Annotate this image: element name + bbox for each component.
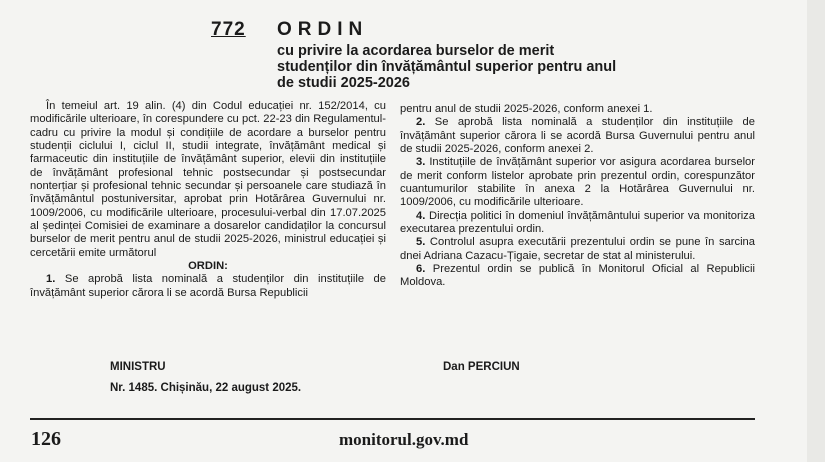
item-text: Prezentul ordin se publică în Monitorul Oficial al Republicii Moldova. <box>400 263 755 289</box>
document-reference: Nr. 1485. Chișinău, 22 august 2025. <box>110 382 302 394</box>
left-column <box>30 100 386 300</box>
item-number: 5. <box>416 236 426 249</box>
document-number: 772 <box>211 19 246 40</box>
item-text: Direcția politici în domeniul învățământului superior va monitoriza executarea prezentului ordin. <box>400 209 755 236</box>
ordin-label: ORDIN: <box>188 260 228 273</box>
item-number: 3. <box>416 156 426 169</box>
footer-divider <box>30 418 755 420</box>
item-text: Instituțiile de învățământ superior vor asigura acordarea burselor de merit conform listelor aprobate prin prezentul ordin, corespunzător cuantumurilor stabilite în anexa 2 la Hotărârea Guvernului nr. 1009/2006, cu modificările ulterioare. <box>400 156 756 209</box>
signature-name: Dan PERCIUN <box>443 361 520 373</box>
document-title: ORDIN <box>277 19 369 40</box>
item-number: 6. <box>416 263 426 276</box>
item-number: 2. <box>416 116 426 129</box>
article-item-6 <box>400 263 755 290</box>
article-item-5 <box>400 236 755 263</box>
article-item-4 <box>400 210 755 237</box>
page-edge-strip <box>807 0 825 462</box>
right-column <box>400 103 755 290</box>
page-number: 126 <box>31 428 61 450</box>
document-subtitle <box>277 43 697 91</box>
subtitle-line-3: de studii 2025-2026 <box>277 75 410 91</box>
preamble-paragraph: În temeiul art. 19 alin. (4) din Codul educației nr. 152/2014, cu modificările ulterioare, în corespundere cu pct. 22-23 din Regulamentul-cadru cu privire la modul și condițiile de acordare a burselor pentru studenții ciclului I, ciclul II, studii integrate, învățământ medical și farmaceutic din instituțiile de învățământ superior, elevii din instituțiile de învățământ profesional tehnic postsecundar și postsecundar nonterțiar și profesional tehnic secundar și persoanele care studiază în învățământul postuniversitar, aprobat prin Hotărârea Guvernului nr. 1009/2006, cu modificările ulterioare, procesului-verbal din 17.07.2025 al ședinței Comisiei de examinare a dosarelor candidaților la concursul burselor de merit pentru anul de studii 2025-2026, ministrul educației și cercetării emite următorul <box>30 100 386 259</box>
item-number: 1. <box>46 273 56 286</box>
item-text: Controlul asupra executării prezentului ordin se pune în sarcina dnei Adriana Cazacu-Țigaie, secretar de stat al ministerului. <box>400 236 756 262</box>
article-item-1 <box>30 273 386 300</box>
item-text: Se aprobă lista nominală a studenților din instituțiile de învățământ superior cărora li se acordă Bursa Republicii <box>30 273 386 299</box>
subtitle-line-2: studenților din învățământul superior pentru anul <box>277 59 617 75</box>
subtitle-line-1: cu privire la acordarea burselor de merit <box>277 43 555 59</box>
website-footer: monitorul.gov.md <box>339 430 469 449</box>
article-item-2 <box>400 116 755 156</box>
item-number: 4. <box>416 209 426 222</box>
article-item-3 <box>400 156 755 209</box>
item-1-continuation: pentru anul de studii 2025-2026, conform anexei 1. <box>400 103 653 115</box>
signature-role: MINISTRU <box>110 361 166 373</box>
item-text: Se aprobă lista nominală a studenților din instituțiile de învățământ superior cărora li se acordă Bursa Guvernului pentru anul de studii 2025-2026, conform anexei 2. <box>400 116 756 156</box>
